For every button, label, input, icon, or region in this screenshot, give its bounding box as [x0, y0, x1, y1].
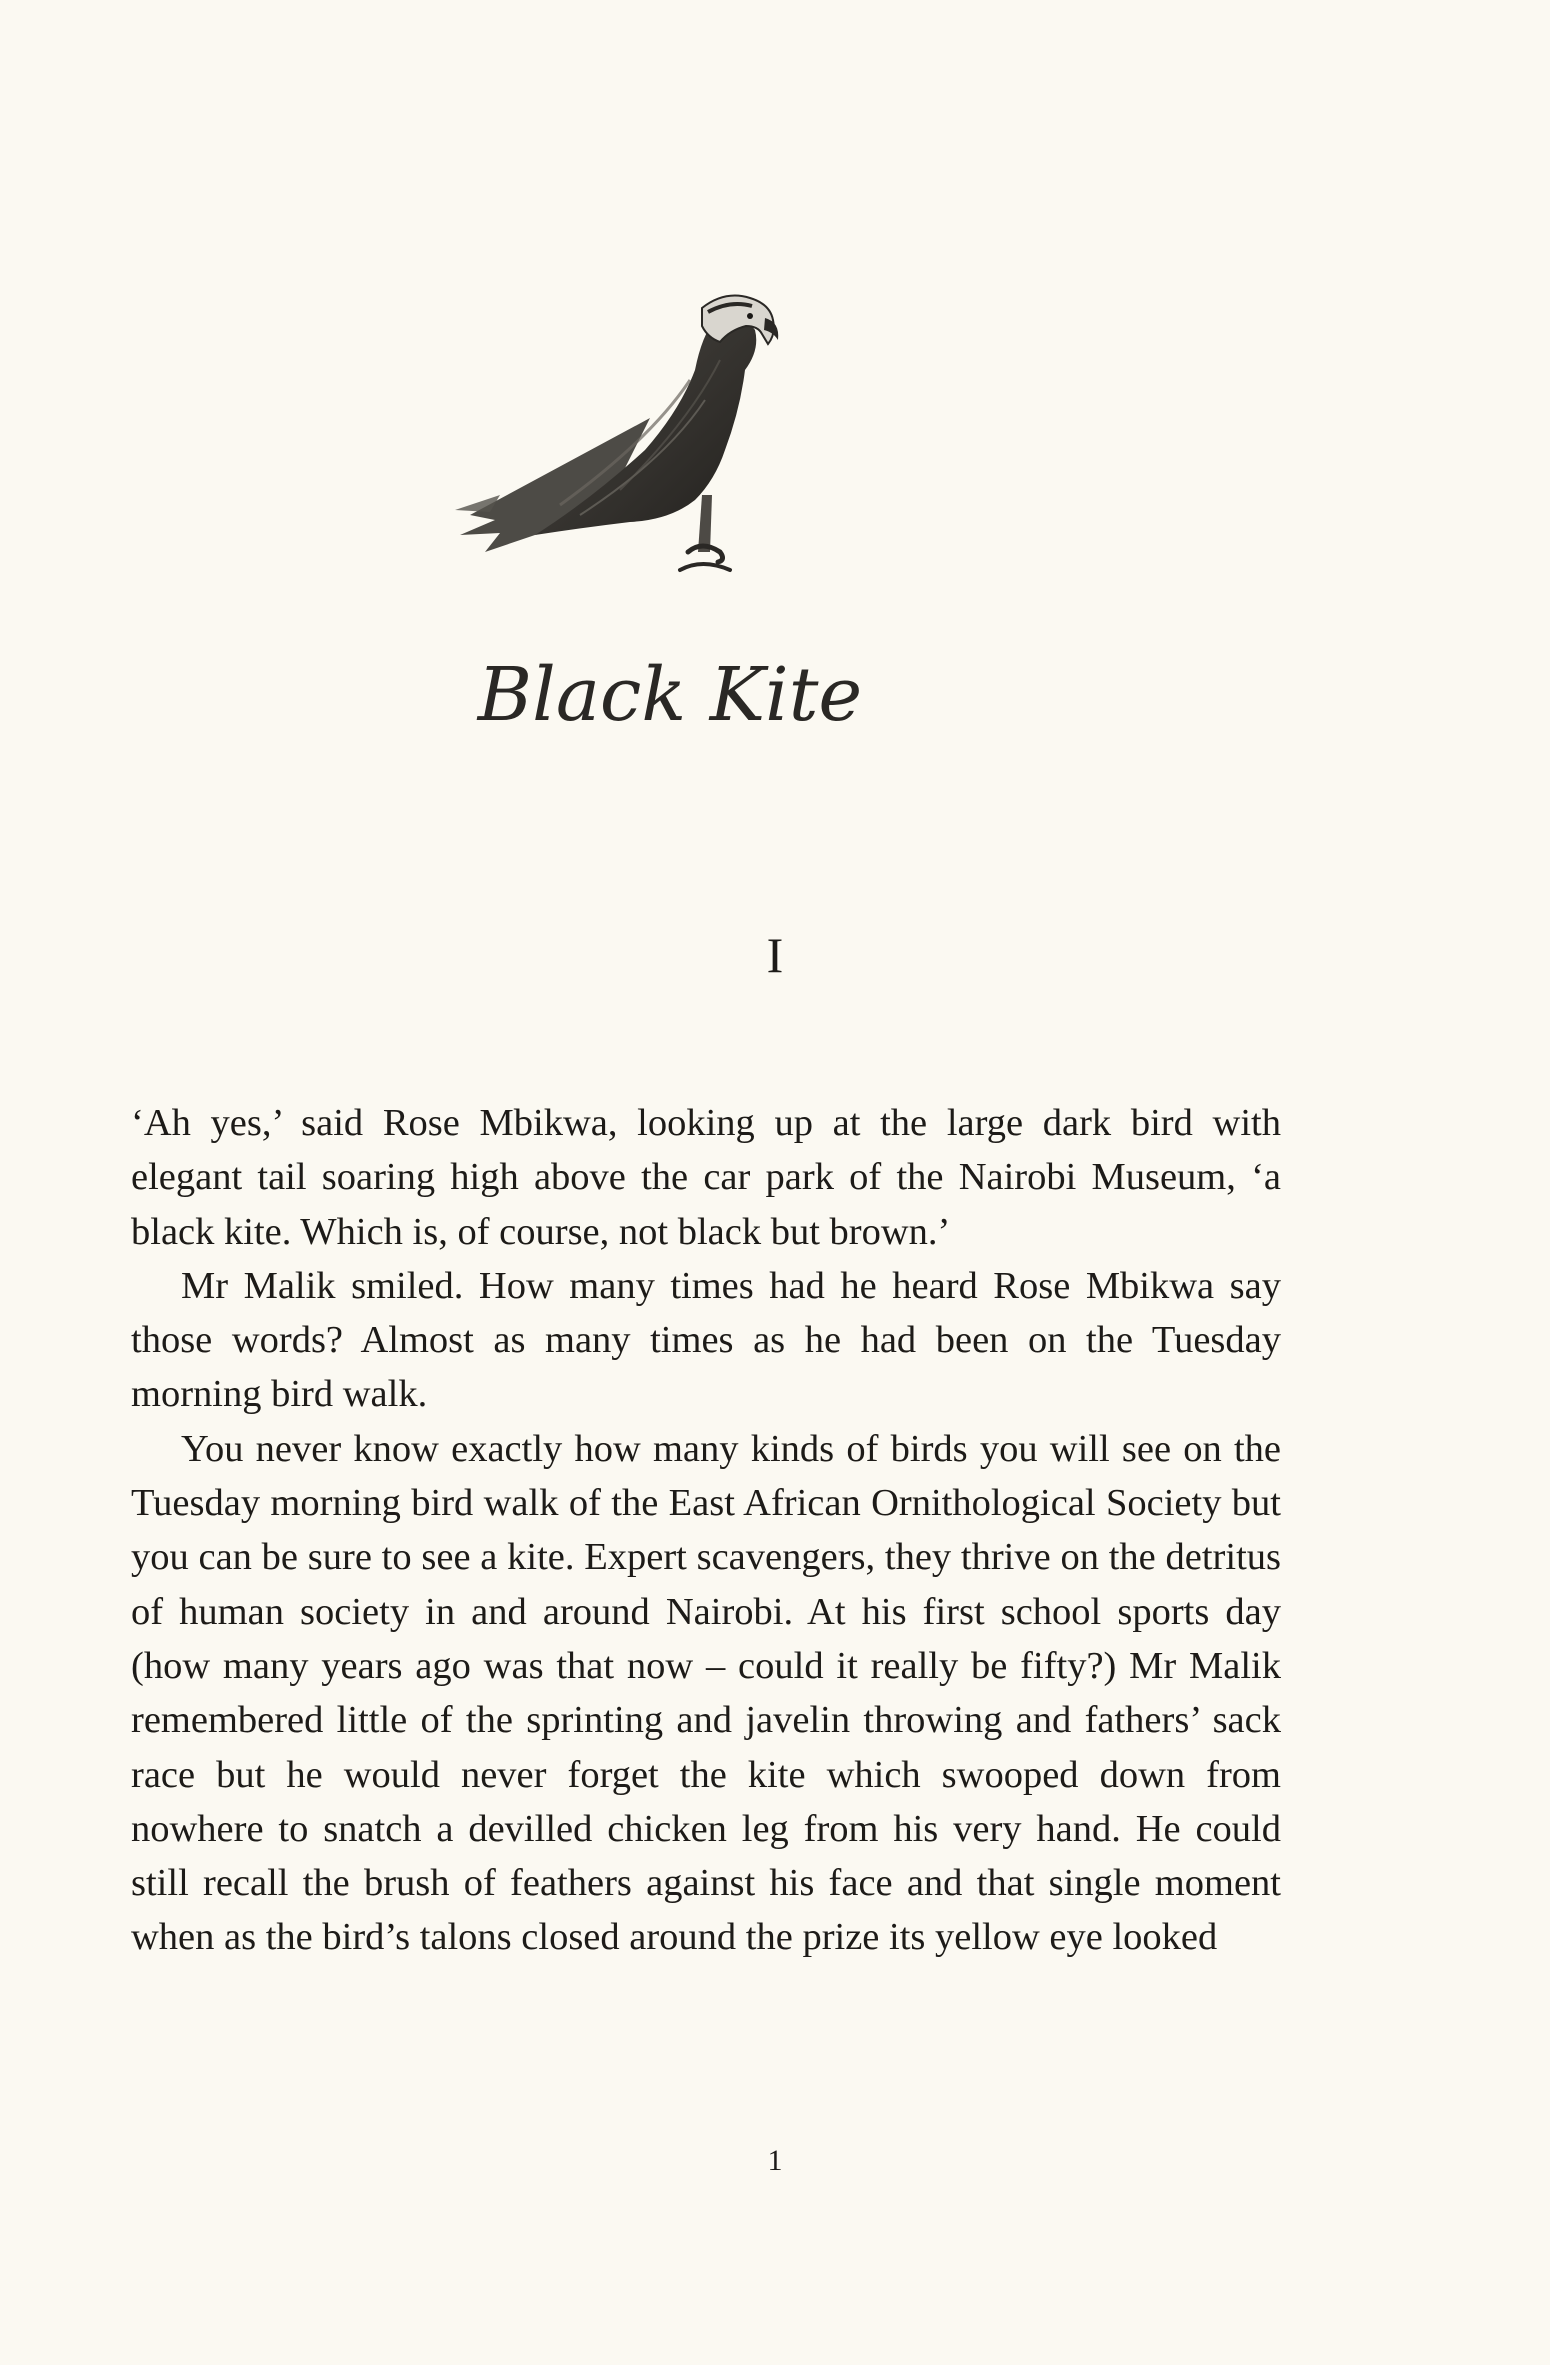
black-kite-bird-icon: [455, 296, 778, 570]
chapter-body: [131, 1096, 1281, 1965]
page-number: 1: [767, 2144, 783, 2177]
chapter-number: I: [766, 927, 784, 983]
paragraph-3: You never know exactly how many kinds of birds you will see on the Tuesday morning bird walk of the East African Ornithological Society but you can be sure to see a kite. Expert scavengers, they thrive on the detritus of human society in and around Nairobi. At his first school sports day (how many years ago was that now – could it really be fifty?) Mr Malik remembered little of the sprinting and javelin throwing and fathers’ sack race but he would never forget the kite which swooped down from nowhere to snatch a devilled chicken leg from his very hand. He could still recall the brush of feathers against his face and that single moment when as the bird’s talons closed around the prize its yellow eye looked: [131, 1427, 1281, 1959]
illustration-caption: Black Kite: [477, 652, 863, 738]
black-kite-illustration: [440, 290, 940, 760]
paragraph-2: Mr Malik smiled. How many times had he heard Rose Mbikwa say those words? Almost as many times as he had been on the Tuesday morning bird walk.: [131, 1264, 1281, 1416]
paragraph-1: ‘Ah yes,’ said Rose Mbikwa, looking up at the large dark bird with elegant tail soaring high above the car park of the Nairobi Museum, ‘a black kite. Which is, of course, not black but brown.’: [131, 1102, 1281, 1253]
